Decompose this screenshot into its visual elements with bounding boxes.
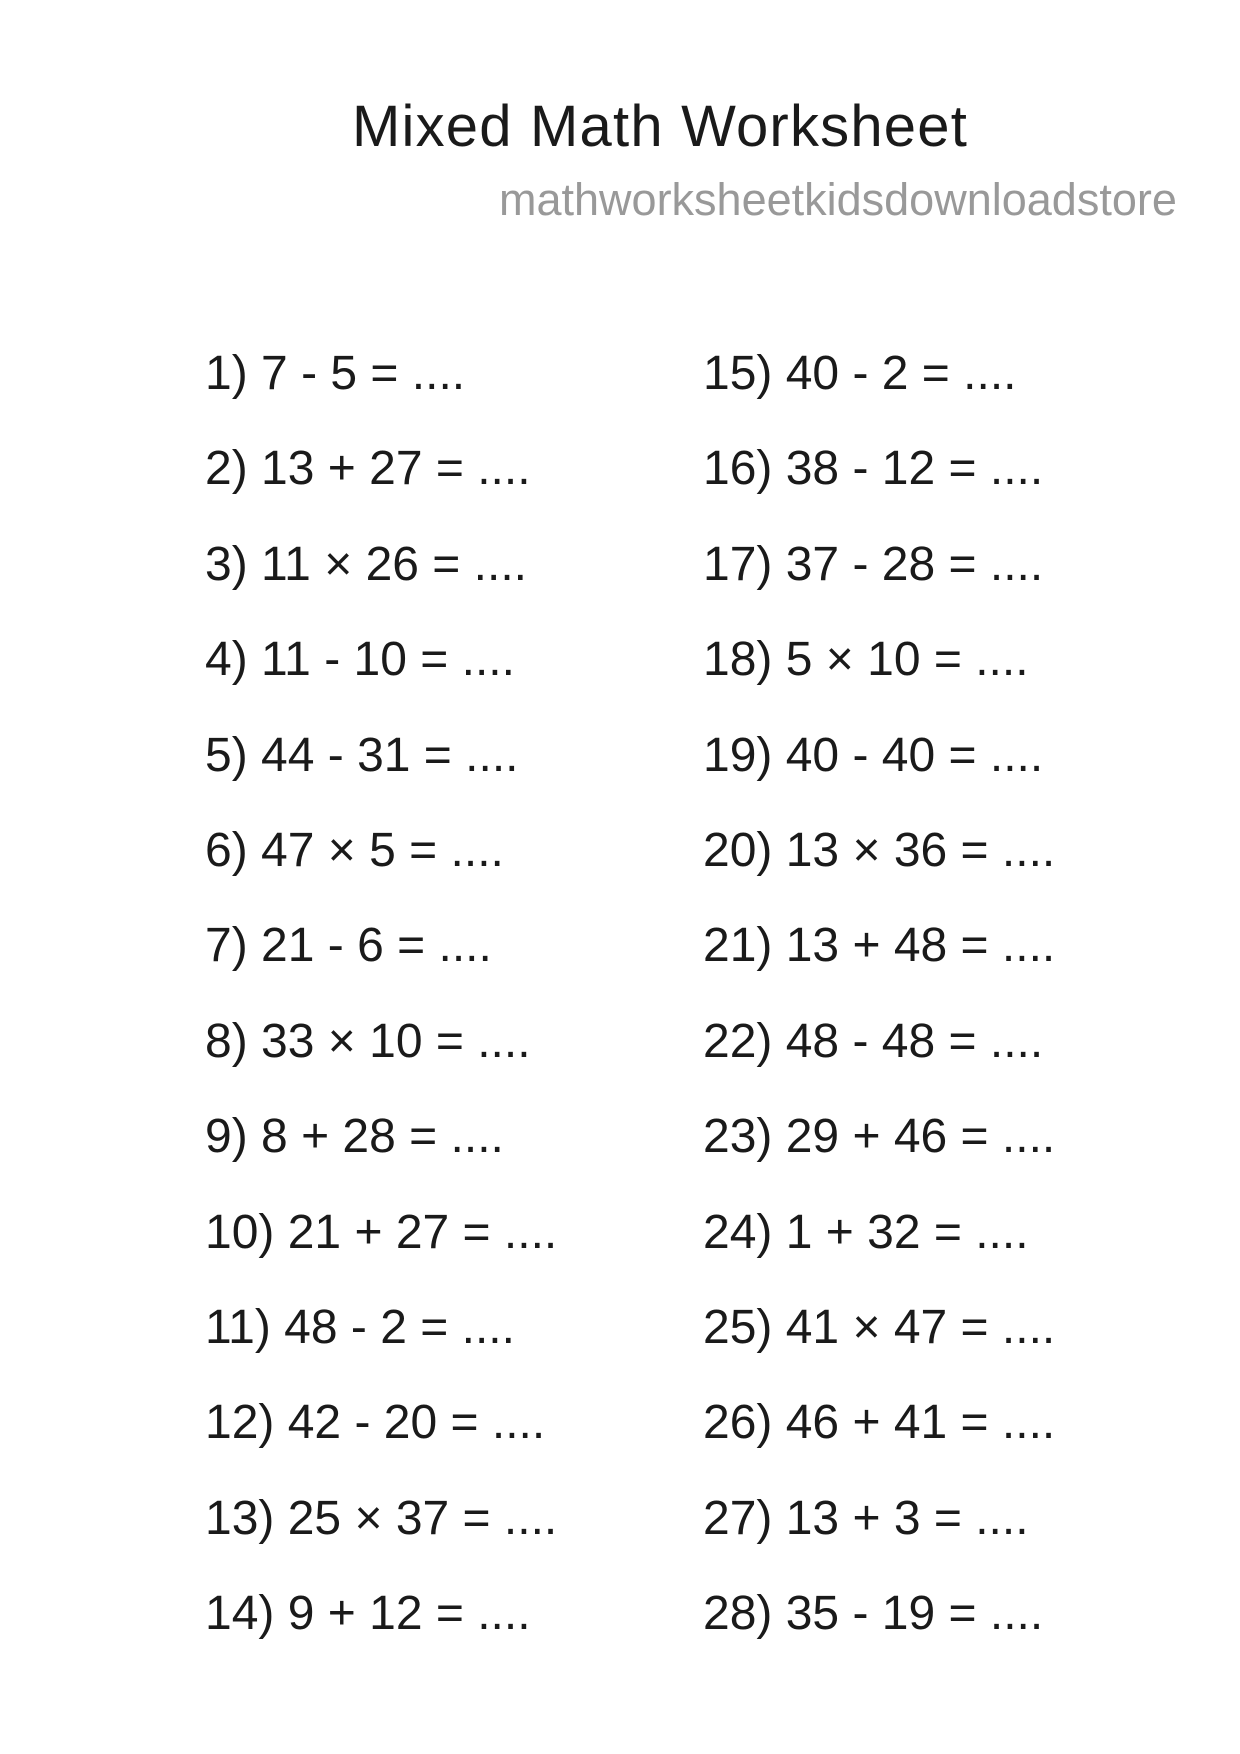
problem-number: 7) (205, 919, 248, 973)
problem-text: 7 - 5 = .... (261, 347, 466, 400)
problem-item (205, 612, 557, 707)
problem-number: 13) (205, 1491, 275, 1545)
problem-text: 38 - 12 = .... (785, 442, 1044, 496)
problem-item (703, 898, 1055, 993)
problem-text: 40 - 40 = .... (785, 728, 1044, 782)
problem-item (703, 1375, 1055, 1470)
problem-number: 22) (703, 1014, 773, 1068)
problem-text: 21 - 6 = .... (261, 919, 492, 973)
problem-item (703, 803, 1055, 898)
problem-number: 20) (703, 823, 773, 877)
problem-text: 13 × 36 = .... (785, 823, 1056, 877)
problem-text: 1 + 32 = .... (785, 1205, 1029, 1259)
problem-text: 41 × 47 = .... (785, 1300, 1056, 1354)
problem-text: 8 + 28 = .... (261, 1110, 504, 1164)
problem-number: 18) (703, 633, 773, 687)
problem-number: 24) (703, 1205, 773, 1259)
problem-item (205, 326, 557, 421)
problem-item (205, 1566, 557, 1661)
problem-number: 25) (703, 1300, 773, 1354)
problem-item (205, 803, 557, 898)
problem-item (703, 1089, 1055, 1184)
problem-number: 19) (703, 728, 773, 782)
problem-text: 13 + 48 = .... (785, 919, 1056, 973)
problem-item (205, 994, 557, 1089)
problem-item (205, 1280, 557, 1375)
problem-item (703, 326, 1055, 421)
problem-number: 1) (205, 347, 248, 400)
problem-text: 46 + 41 = .... (785, 1396, 1056, 1450)
problem-item (703, 612, 1055, 707)
problem-number: 6) (205, 823, 248, 877)
problem-number: 16) (703, 442, 773, 496)
problem-item (205, 1089, 557, 1184)
problem-text: 25 × 37 = .... (287, 1491, 558, 1545)
problem-text: 13 + 3 = .... (785, 1491, 1029, 1545)
problem-number: 3) (205, 537, 248, 591)
problem-number: 11) (205, 1300, 271, 1354)
problem-text: 44 - 31 = .... (261, 728, 519, 782)
problems-column-left (205, 326, 557, 1661)
problem-item (205, 1471, 557, 1566)
problem-number: 9) (205, 1110, 248, 1164)
problem-text: 47 × 5 = .... (261, 823, 504, 877)
problem-text: 37 - 28 = .... (785, 537, 1044, 591)
problem-text: 40 - 2 = .... (785, 347, 1017, 400)
problem-item (703, 421, 1055, 516)
problem-item (703, 1185, 1055, 1280)
problem-text: 42 - 20 = .... (287, 1396, 546, 1450)
problem-number: 8) (205, 1014, 248, 1068)
problem-number: 26) (703, 1396, 773, 1450)
problem-text: 35 - 19 = .... (785, 1587, 1044, 1641)
problem-item (205, 421, 557, 516)
problem-number: 17) (703, 537, 773, 591)
problem-item (205, 517, 557, 612)
problem-item (703, 1280, 1055, 1375)
problems-column-right (703, 326, 1055, 1661)
problem-number: 10) (205, 1205, 275, 1259)
problem-item (205, 1375, 557, 1470)
problem-number: 27) (703, 1491, 773, 1545)
problem-text: 11 - 10 = .... (261, 633, 515, 687)
problem-item (703, 708, 1055, 803)
problem-number: 5) (205, 728, 248, 782)
page-title: Mixed Math Worksheet (352, 94, 969, 159)
problem-item (703, 1471, 1055, 1566)
problem-text: 33 × 10 = .... (261, 1014, 531, 1068)
problem-item (205, 898, 557, 993)
problem-text: 29 + 46 = .... (785, 1110, 1056, 1164)
page-subtitle: mathworksheetkidsdownloadstore (499, 174, 1177, 225)
problem-number: 23) (703, 1110, 773, 1164)
problem-number: 14) (205, 1587, 275, 1641)
problem-number: 4) (205, 633, 248, 687)
problem-text: 21 + 27 = .... (287, 1205, 558, 1259)
problem-text: 9 + 12 = .... (287, 1587, 531, 1641)
problem-number: 15) (703, 347, 773, 400)
problem-text: 48 - 48 = .... (785, 1014, 1044, 1068)
problem-item (205, 1185, 557, 1280)
problem-item (703, 1566, 1055, 1661)
problem-item (205, 708, 557, 803)
problem-number: 21) (703, 919, 773, 973)
problem-item (703, 994, 1055, 1089)
problem-text: 48 - 2 = .... (284, 1300, 515, 1354)
problem-number: 2) (205, 442, 248, 496)
problem-number: 12) (205, 1396, 275, 1450)
problem-item (703, 517, 1055, 612)
problem-text: 11 × 26 = .... (261, 537, 527, 591)
problem-text: 13 + 27 = .... (261, 442, 531, 496)
problem-text: 5 × 10 = .... (785, 633, 1029, 687)
problem-number: 28) (703, 1587, 773, 1641)
